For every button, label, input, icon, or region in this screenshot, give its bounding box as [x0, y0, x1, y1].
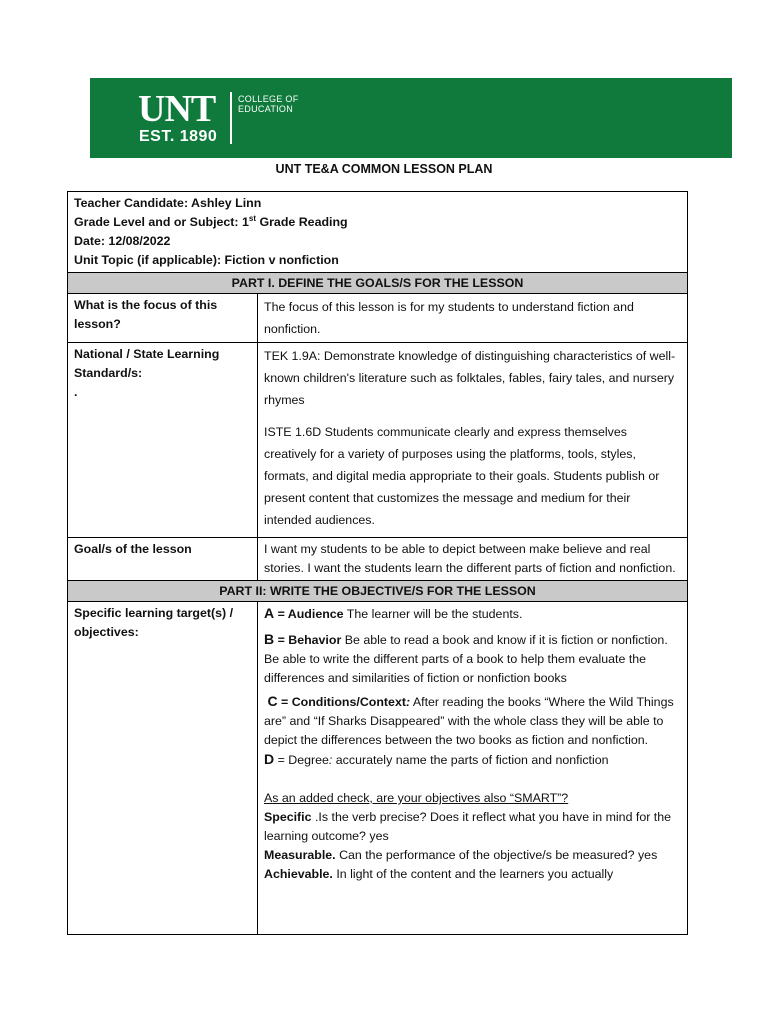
standards-label: National / State Learning Standard/s:: [74, 347, 220, 380]
measurable-text: Can the performance of the objective/s be measured? yes: [335, 848, 658, 862]
part2-heading-row: [68, 581, 688, 602]
header-row: [68, 192, 688, 273]
document-title: UNT TE&A COMMON LESSON PLAN: [275, 162, 493, 176]
grade-superscript: st: [248, 213, 257, 223]
smart-measurable: [264, 846, 681, 865]
smart-achievable: [264, 865, 681, 884]
objective-d: [264, 750, 681, 770]
a-letter: A: [264, 605, 275, 621]
c-colon: :: [405, 695, 411, 709]
b-text: Be able to read a book and know if it is fiction or nonfiction. Be able to write the different parts of a book to help them evaluate the differences and similarities of fiction or nonfiction books: [264, 633, 668, 685]
header-cell: [68, 192, 688, 273]
specific-text: .Is the verb precise? Does it reflect what you have in mind for the learning outcome? yes: [264, 810, 672, 843]
targets-label: Specific learning target(s) / objectives:: [68, 602, 258, 935]
grade-prefix: Grade Level and or Subject: 1: [74, 215, 249, 229]
measurable-key: Measurable.: [264, 848, 336, 862]
c-key: = Conditions/Context: [277, 695, 406, 709]
standards-label-cell: [68, 343, 258, 538]
tek-standard: TEK 1.9A: Demonstrate knowledge of distinguishing characteristics of well-known children's literature such as folktales, fables, fairy tales, and nursery rhymes: [264, 349, 676, 407]
achievable-key: Achievable.: [264, 867, 333, 881]
standards-text: [258, 343, 688, 538]
objective-c: [264, 692, 681, 750]
d-letter: D: [264, 751, 275, 767]
logo-divider: [230, 92, 232, 144]
d-text: accurately name the parts of fiction and nonfiction: [332, 753, 609, 767]
focus-row: [68, 294, 688, 343]
b-letter: B: [264, 631, 275, 647]
iste-standard: ISTE 1.6D Students communicate clearly and express themselves creatively for a variety of purposes using the platforms, tools, styles, formats, and digital media appropriate to their goals. Students publish or present content that customizes the message and medium for their intended audiences.: [264, 425, 660, 527]
grade-suffix: Grade Reading: [256, 215, 348, 229]
goal-label: Goal/s of the lesson: [68, 538, 258, 581]
part1-heading-row: [68, 273, 688, 294]
smart-check: As an added check, are your objectives also “SMART”?: [264, 791, 569, 805]
lesson-date: Date: 12/08/2022: [74, 234, 171, 248]
unt-established-text: EST. 1890: [139, 128, 218, 145]
part2-heading: PART II: WRITE THE OBJECTIVE/S FOR THE LESSON: [68, 581, 688, 602]
c-text: After reading the books “Where the Wild Things are” and “If Sharks Disappeared” with the whole class they will be able to depict the differences between the two books as fiction and nonfiction.: [264, 695, 674, 747]
lesson-plan-table: [67, 191, 688, 935]
unt-logo-text: UNT: [138, 88, 216, 130]
focus-label: What is the focus of this lesson?: [68, 294, 258, 343]
achievable-text: In light of the content and the learners you actually: [332, 867, 614, 881]
c-letter: C: [267, 693, 278, 709]
goal-text: I want my students to be able to depict between make believe and real stories. I want the students learn the different parts of fiction and nonfiction.: [258, 538, 688, 581]
d-colon: :: [328, 753, 333, 767]
focus-text: The focus of this lesson is for my students to understand fiction and nonfiction.: [258, 294, 688, 343]
college-line-2: EDUCATION: [238, 104, 294, 114]
teacher-candidate: Teacher Candidate: Ashley Linn: [74, 196, 262, 210]
specific-key: Specific: [264, 810, 312, 824]
standards-row: [68, 343, 688, 538]
a-key: = Audience: [274, 607, 344, 621]
a-text: The learner will be the students.: [343, 607, 523, 621]
college-line-1: COLLEGE OF: [238, 94, 299, 104]
goal-row: [68, 538, 688, 581]
grade-level: [74, 213, 681, 232]
unit-topic: Unit Topic (if applicable): Fiction v nonfiction: [74, 253, 339, 267]
college-name: [238, 94, 328, 114]
unt-banner: [90, 78, 732, 158]
part1-heading: PART I. DEFINE THE GOALS/S FOR THE LESSON: [68, 273, 688, 294]
smart-specific: [264, 808, 681, 846]
objective-b: [264, 630, 681, 688]
objectives-cell: [258, 602, 688, 935]
b-key: = Behavior: [274, 633, 342, 647]
d-key: = Degree: [274, 753, 329, 767]
objectives-row: [68, 602, 688, 935]
standards-dot: .: [74, 385, 78, 399]
objective-a: [264, 604, 681, 624]
